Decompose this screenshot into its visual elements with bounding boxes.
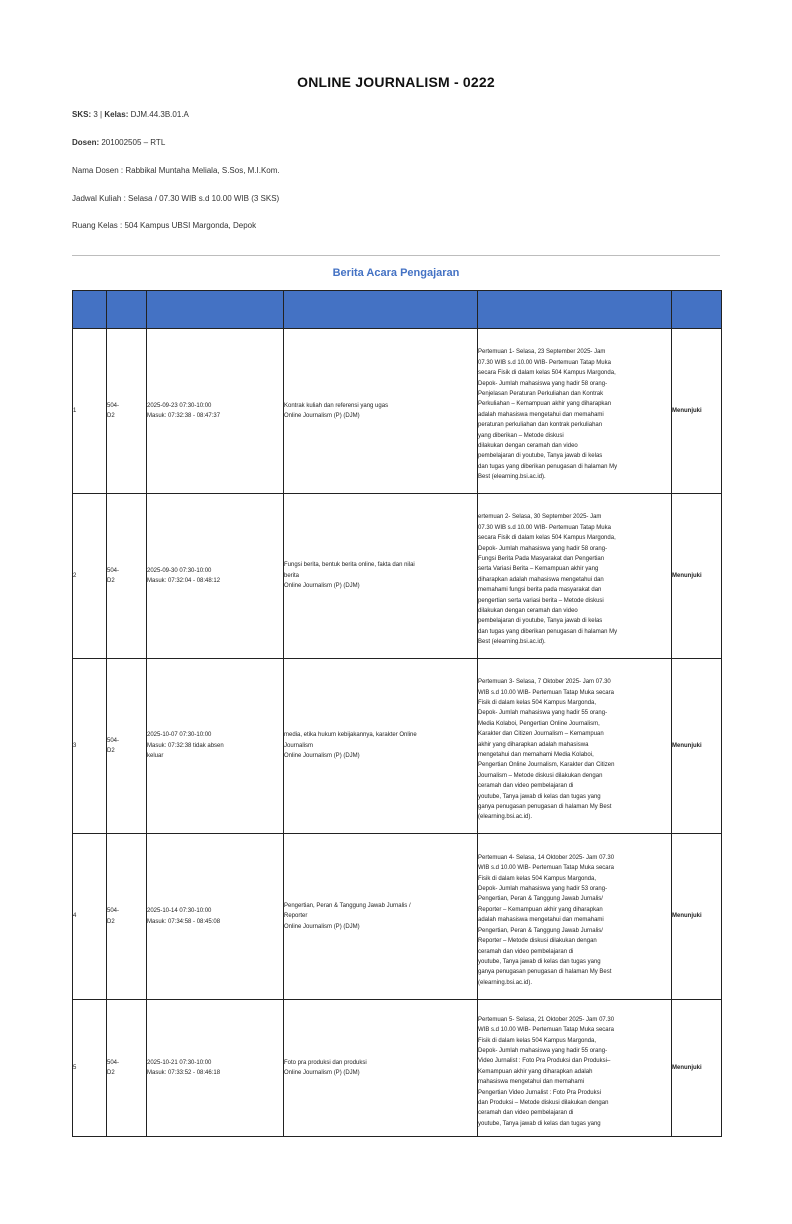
description-text: Pertemuan 3- Selasa, 7 Oktober 2025- Jam 07.30 — [478, 679, 611, 686]
description-text: 07.30 WIB s.d 10.00 WIB- Pertemuan Tatap Muka — [478, 524, 611, 531]
description-text: Journalism – Metode diskusi dilakukan dengan — [478, 772, 603, 779]
header-cell-no — [73, 291, 107, 329]
description-text: dan Produksi – Metode diskusi dilakukan dengan — [478, 1100, 609, 1107]
status-cell — [672, 329, 722, 494]
description-text: secara Fisik di dalam kelas 504 Kampus Margonda, — [478, 535, 616, 542]
description-text: pembelajaran di youtube, Tanya jawab di kelas — [478, 618, 603, 625]
kelas-value: DJM.44.3B.01.A — [130, 110, 189, 119]
description-text: pengertian serta variasi berita – Metode diskusi — [478, 597, 604, 604]
time-text: 2025-10-07 07:30-10:00 — [147, 732, 212, 739]
description-text: Pengertian, Peran & Tanggung Jawab Jurnalis/ — [478, 896, 603, 903]
description-text: Fisik di dalam kelas 504 Kampus Margonda, — [478, 1037, 597, 1044]
status-text: Menunjuki — [672, 742, 702, 749]
topic-cell — [284, 834, 478, 1000]
room-text: 504- — [107, 1059, 120, 1066]
description-text: Pertemuan 1- Selasa, 23 September 2025- Jam — [478, 349, 606, 356]
table-row — [73, 1000, 722, 1137]
topic-text: Foto pra produksi dan produksi — [284, 1059, 367, 1066]
row-number: 5 — [73, 1064, 77, 1071]
description-text: Depok- Jumlah mahasiswa yang hadir 53 orang- — [478, 886, 608, 893]
time-text: 2025-09-23 07:30-10:00 — [147, 402, 212, 409]
dosen-value: 201002505 – RTL — [101, 138, 166, 147]
description-text: adalah mahasiswa mengetahui dan memahami — [478, 917, 604, 924]
room-text: 504- — [107, 908, 120, 915]
description-text: youtube, Tanya jawab di kelas dan tugas yang — [478, 793, 601, 800]
description-text: mengetahui dan memahami Media Kolaboi, — [478, 752, 594, 758]
status-cell — [672, 834, 722, 1000]
row-number-cell — [73, 329, 107, 494]
time-text: Masuk: 07:32:04 - 08:48:12 — [147, 578, 221, 584]
description-text: adalah mahasiswa mengetahui dan memahami — [478, 411, 604, 418]
table-row — [73, 834, 722, 1000]
section-title: Berita Acara Pengajaran — [332, 267, 460, 279]
sks-label: SKS: — [72, 110, 92, 119]
time-cell — [147, 494, 284, 659]
room-text: D2 — [107, 413, 115, 419]
time-text: Masuk: 07:33:52 - 08:46:18 — [147, 1070, 221, 1076]
description-text: mahasiswa mengetahui dan memahami — [478, 1079, 585, 1086]
description-text: Fisik di dalam kelas 504 Kampus Margonda, — [478, 699, 597, 706]
header-cell-time — [147, 291, 284, 329]
description-text: Kemampuan akhir yang diharapkan adalah — [478, 1068, 593, 1075]
teaching-record-table — [72, 290, 722, 1137]
status-text: Menunjuki — [672, 407, 702, 414]
time-cell — [147, 834, 284, 1000]
room-text: D2 — [107, 578, 115, 584]
description-text: serta Variasi Berita – Kemampuan akhir yang — [478, 566, 599, 573]
room-text: 504- — [107, 567, 120, 574]
description-cell — [478, 834, 672, 1000]
description-text: Depok- Jumlah mahasiswa yang hadir 58 orang- — [478, 380, 608, 387]
row-number-cell — [73, 1000, 107, 1137]
topic-text: Online Journalism (P) (DJM) — [284, 1070, 360, 1076]
table-row — [73, 494, 722, 659]
description-text: ceramah dan video pembelajaran di — [478, 783, 574, 790]
row-number-cell — [73, 494, 107, 659]
description-text: Best (elearning.bsi.ac.id). — [478, 639, 546, 646]
time-cell — [147, 659, 284, 834]
description-text: Pertemuan 4- Selasa, 14 Oktober 2025- Jam 07.30 — [478, 854, 615, 861]
topic-text: Fungsi berita, bentuk berita online, fakta dan nilai — [284, 562, 415, 569]
time-text: Masuk: 07:34:58 - 08:45:08 — [147, 918, 221, 925]
dosen-label: Dosen: — [72, 138, 100, 147]
row-number-cell — [73, 659, 107, 834]
description-cell — [478, 1000, 672, 1137]
room-text: D2 — [107, 1070, 115, 1076]
description-cell — [478, 494, 672, 659]
description-text: dilakukan dengan ceramah dan video — [478, 608, 578, 615]
description-text: youtube, Tanya jawab di kelas dan tugas yang — [478, 958, 601, 965]
dosen-line — [72, 138, 165, 147]
description-text: Depok- Jumlah mahasiswa yang hadir 58 orang- — [478, 545, 608, 552]
description-text: Pertemuan 5- Selasa, 21 Oktober 2025- Jam 07.30 — [478, 1016, 615, 1023]
room-cell — [107, 834, 147, 1000]
description-text: secara Fisik di dalam kelas 504 Kampus Margonda, — [478, 370, 616, 377]
row-number: 3 — [73, 742, 77, 749]
description-text: akhir yang diharapkan adalah mahasiswa — [478, 741, 589, 748]
topic-text: media, etika hukum kebijakannya, karakter Online — [284, 732, 417, 739]
description-text: memahami fungsi berita pada masyarakat dan — [478, 587, 602, 594]
header-cell-status — [672, 291, 722, 329]
topic-text: Online Journalism (P) (DJM) — [284, 753, 360, 760]
room-cell — [107, 494, 147, 659]
topic-text: Kontrak kuliah dan referensi yang ugas — [284, 402, 389, 409]
header-cell-description — [478, 291, 672, 329]
description-text: WIB s.d 10.00 WIB- Pertemuan Tatap Muka secara — [478, 1027, 614, 1034]
sks-value: 3 — [93, 110, 98, 119]
description-text: Pengertian Video Jurnalist : Foto Pra Produksi — [478, 1089, 601, 1096]
description-cell — [478, 659, 672, 834]
page-title: ONLINE JOURNALISM - 0222 — [297, 74, 495, 90]
description-text: Karakter dan Citizen Journalism – Kemampuan — [478, 731, 604, 738]
description-text: Video Jurnalist : Foto Pra Produksi dan Produksi– — [478, 1058, 611, 1065]
room-cell — [107, 1000, 147, 1137]
status-cell — [672, 1000, 722, 1137]
topic-text: Online Journalism (P) (DJM) — [284, 923, 360, 930]
description-text: yang diberikan – Metode diskusi — [478, 432, 564, 439]
description-text: ertemuan 2- Selasa, 30 September 2025- Jam — [478, 514, 602, 521]
status-text: Menunjuki — [672, 913, 702, 920]
table-header-row — [73, 291, 722, 329]
description-text: Reporter – Kemampuan akhir yang diharapkan — [478, 906, 603, 913]
description-text: Media Kolaboi, Pengertian Online Journalism, — [478, 720, 600, 727]
description-text: Perkuliahan – Kemampuan akhir yang diharapkan — [478, 401, 612, 408]
description-text: 07.30 WIB s.d 10.00 WIB- Pertemuan Tatap Muka — [478, 359, 611, 366]
description-text: Pengertian Online Journalism, Karakter dan Citizen — [478, 762, 615, 769]
room-text: D2 — [107, 918, 115, 925]
jadwal-line: Jadwal Kuliah : Selasa / 07.30 WIB s.d 10.00 WIB (3 SKS) — [72, 194, 280, 203]
topic-text: berita — [284, 572, 300, 579]
description-text: Penjelasan Peraturan Perkuliahan dan Kontrak — [478, 390, 604, 397]
description-cell — [478, 329, 672, 494]
topic-text: Reporter — [284, 913, 308, 920]
ruang-line: Ruang Kelas : 504 Kampus UBSI Margonda, Depok — [72, 221, 257, 230]
description-text: ceramah dan video pembelajaran di — [478, 948, 574, 955]
table-row — [73, 329, 722, 494]
description-text: ganya penugasan penugasan di halaman My Best — [478, 804, 612, 811]
time-text: Masuk: 07:32:38 tidak absen — [147, 742, 224, 749]
room-text: D2 — [107, 748, 115, 754]
time-text: 2025-10-21 07:30-10:00 — [147, 1059, 212, 1066]
nama-dosen-line: Nama Dosen : Rabbikal Muntaha Meliala, S.Sos, M.I.Kom. — [72, 166, 280, 175]
description-text: dan tugas yang diberikan penugasan di halaman My — [478, 463, 618, 470]
description-text: Fungsi Berita Pada Masyarakat dan Pengertian — [478, 555, 605, 562]
description-text: ganya penugasan penugasan di halaman My Best — [478, 969, 612, 976]
status-cell — [672, 659, 722, 834]
table-row — [73, 659, 722, 834]
description-text: peraturan perkuliahan dan kontrak perkuliahan — [478, 422, 603, 429]
room-text: 504- — [107, 402, 120, 409]
topic-cell — [284, 1000, 478, 1137]
status-text: Menunjuki — [672, 1064, 702, 1071]
description-text: Reporter – Metode diskusi dilakukan dengan — [478, 938, 597, 945]
description-text: pembelajaran di youtube, Tanya jawab di kelas — [478, 453, 603, 460]
description-text: WIB s.d 10.00 WIB- Pertemuan Tatap Muka secara — [478, 689, 614, 696]
topic-cell — [284, 659, 478, 834]
divider — [72, 255, 720, 256]
topic-text: Pengertian, Peran & Tanggung Jawab Jurnalis / — [284, 902, 411, 909]
status-cell — [672, 494, 722, 659]
sks-kelas-line — [72, 110, 189, 119]
kelas-label: Kelas: — [104, 110, 129, 119]
time-text: 2025-10-14 07:30-10:00 — [147, 908, 212, 915]
topic-cell — [284, 329, 478, 494]
row-number: 1 — [73, 407, 77, 414]
description-text: Fisik di dalam kelas 504 Kampus Margonda, — [478, 875, 597, 882]
description-text: youtube, Tanya jawab di kelas dan tugas yang — [478, 1120, 601, 1127]
description-text: WIB s.d 10.00 WIB- Pertemuan Tatap Muka secara — [478, 865, 614, 872]
status-text: Menunjuki — [672, 572, 702, 579]
room-text: 504- — [107, 737, 120, 744]
description-text: ceramah dan video pembelajaran di — [478, 1110, 574, 1117]
time-cell — [147, 1000, 284, 1137]
description-text: dan tugas yang diberikan penugasan di halaman My — [478, 628, 618, 635]
description-text: Depok- Jumlah mahasiswa yang hadir 55 orang- — [478, 710, 608, 717]
time-text: Masuk: 07:32:38 - 08:47:37 — [147, 413, 221, 419]
time-text: 2025-09-30 07:30-10:00 — [147, 567, 212, 574]
topic-text: Online Journalism (P) (DJM) — [284, 413, 360, 419]
time-cell — [147, 329, 284, 494]
row-number-cell — [73, 834, 107, 1000]
description-text: dilakukan dengan ceramah dan video — [478, 443, 578, 450]
topic-cell — [284, 494, 478, 659]
separator: | — [100, 110, 105, 119]
description-text: Depok- Jumlah mahasiswa yang hadir 55 orang- — [478, 1047, 608, 1054]
description-text: (elearning.bsi.ac.id). — [478, 814, 533, 821]
description-text: diharapkan adalah mahasiswa mengetahui dan — [478, 576, 604, 583]
description-text: Best (elearning.bsi.ac.id). — [478, 474, 546, 481]
row-number: 2 — [73, 572, 77, 579]
description-text: (elearning.bsi.ac.id). — [478, 979, 533, 986]
room-cell — [107, 659, 147, 834]
header-cell-room — [107, 291, 147, 329]
header-cell-topic — [284, 291, 478, 329]
topic-text: Online Journalism (P) (DJM) — [284, 583, 360, 590]
description-text: Pengertian, Peran & Tanggung Jawab Jurnalis/ — [478, 927, 603, 934]
time-text: keluar — [147, 753, 164, 760]
topic-text: Journalism — [284, 742, 314, 749]
room-cell — [107, 329, 147, 494]
row-number: 4 — [73, 913, 77, 920]
